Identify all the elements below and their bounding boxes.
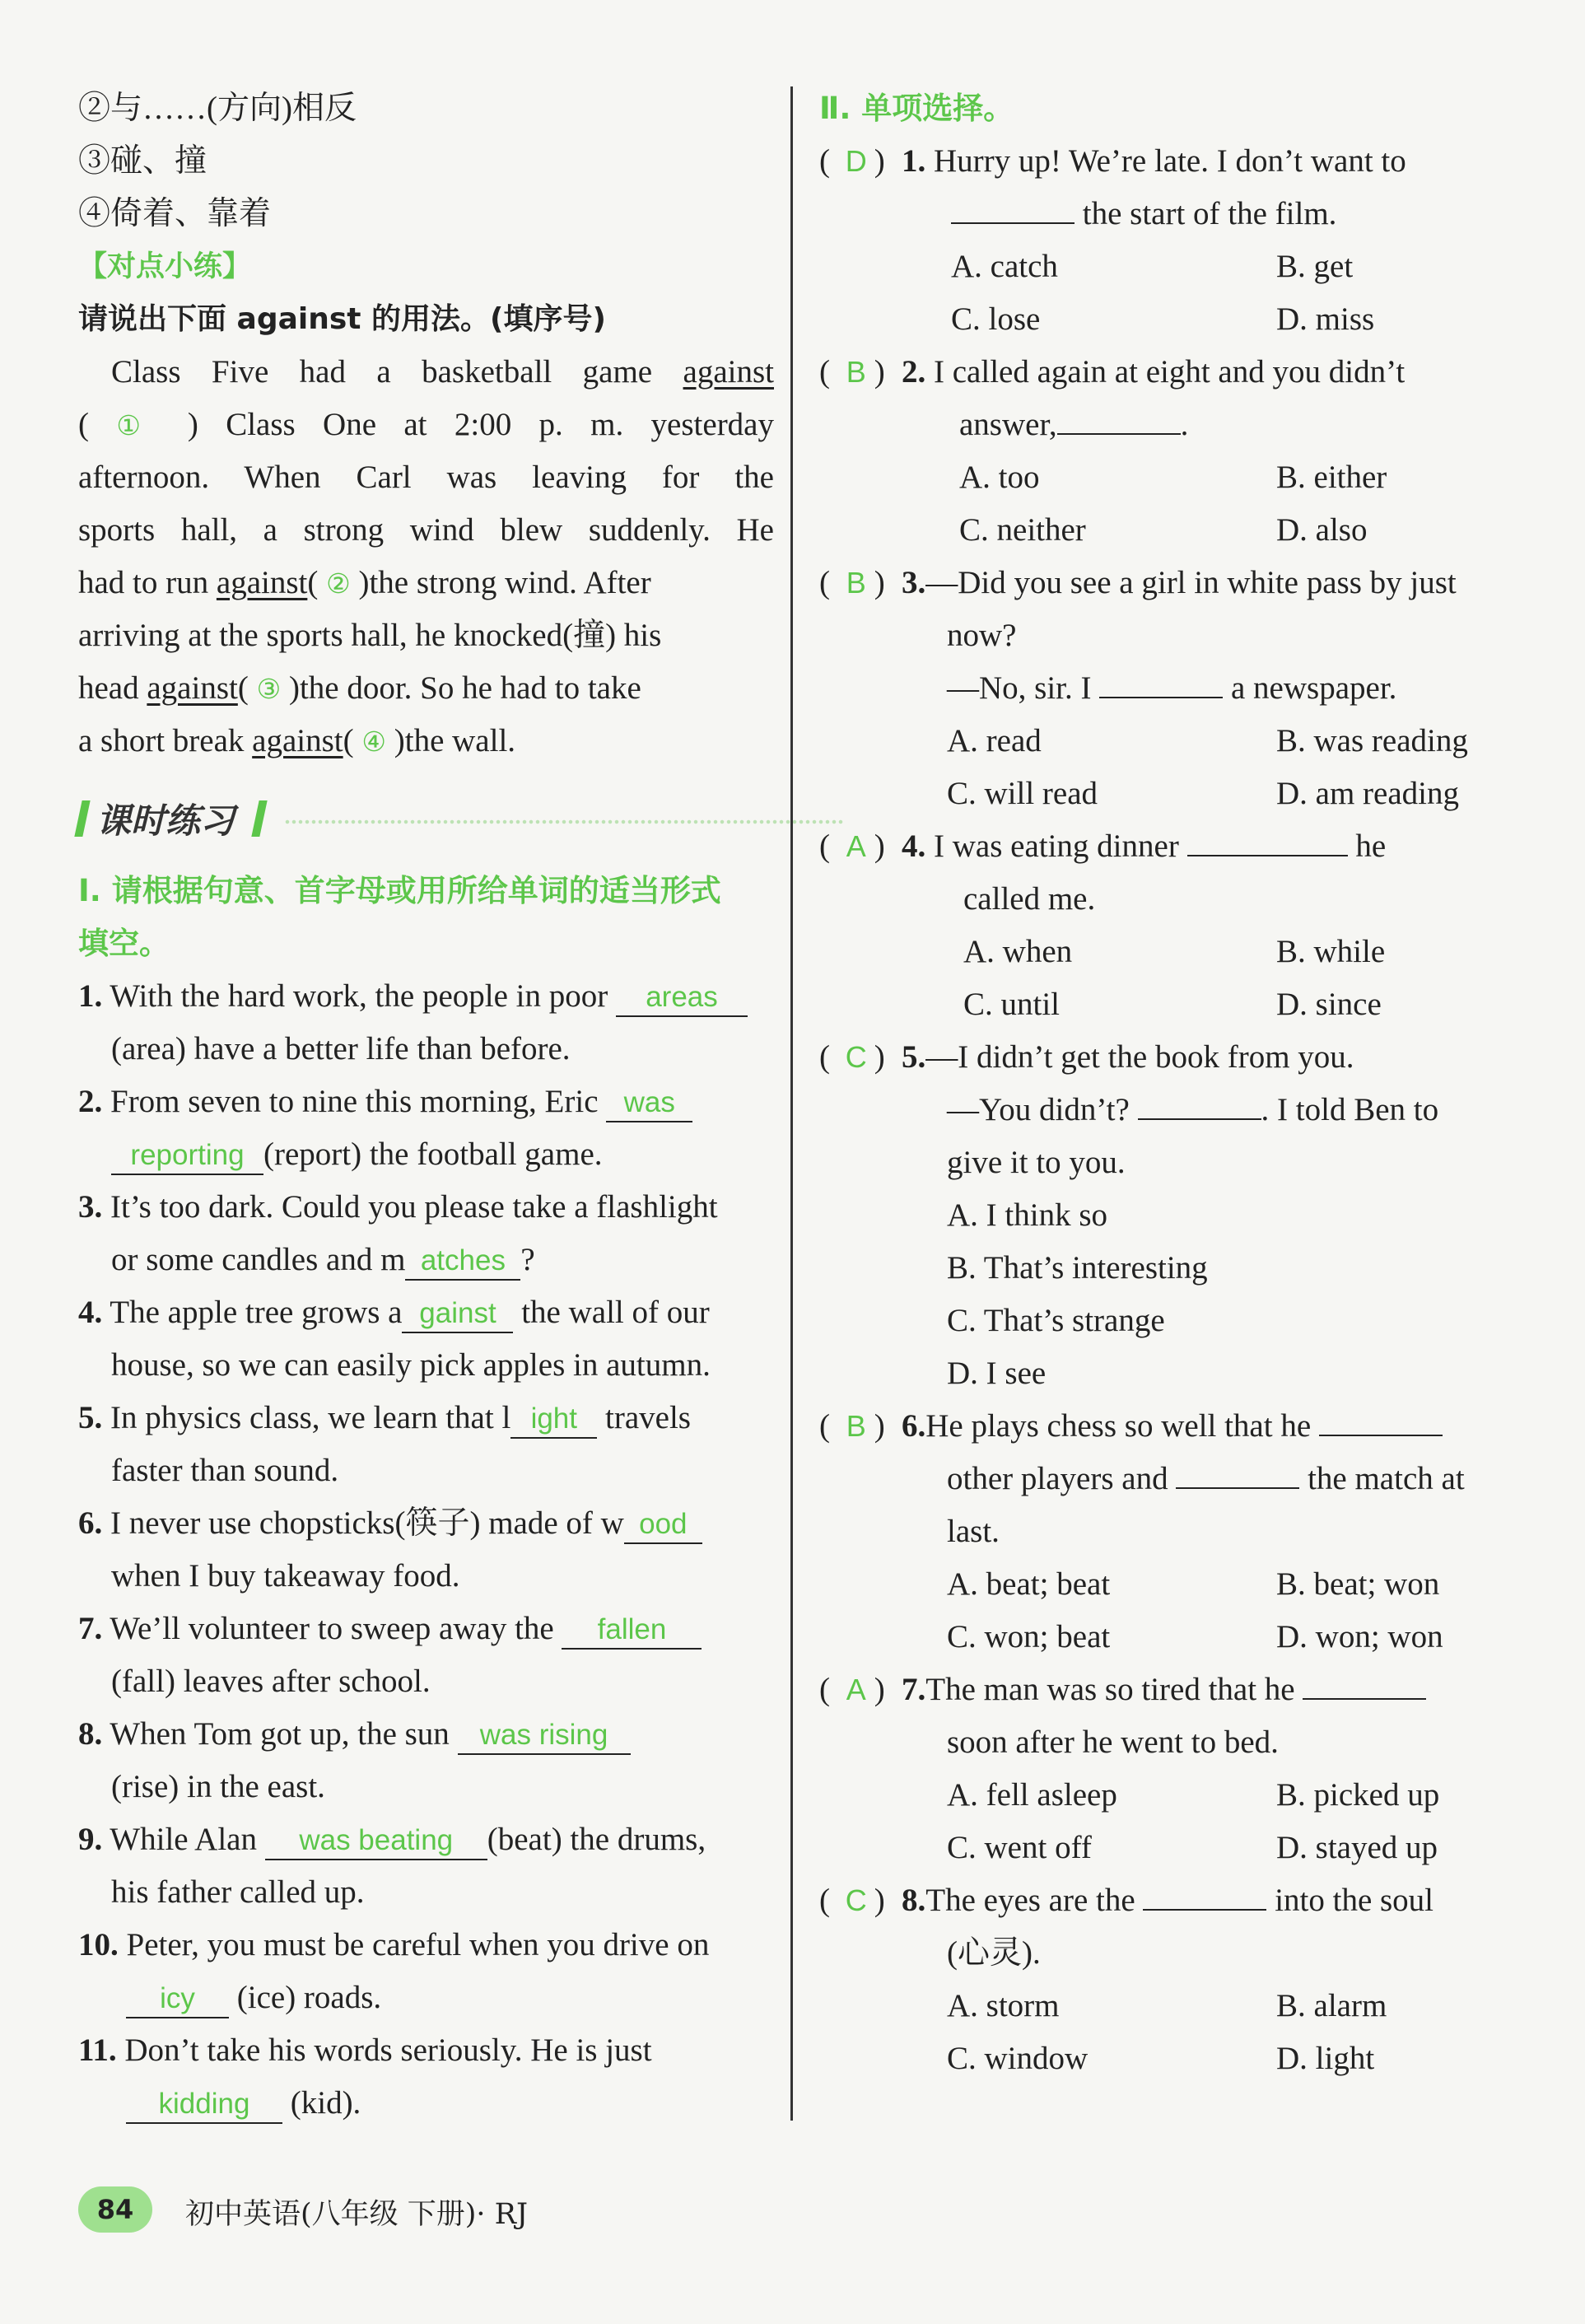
mc-question-3: ( B ) 3.—Did you see a girl in white pass by just [819, 557, 1519, 609]
mc-answer: A [846, 829, 866, 863]
option-a[interactable]: A. read [947, 723, 1042, 758]
fill-item-11-cont: kidding (kid). [78, 2077, 774, 2130]
option-d[interactable]: D. since [1276, 987, 1382, 1022]
mc-question-4: ( A ) 4. I was eating dinner he [819, 820, 1519, 873]
mc-question-7: ( A ) 7.The man was so tired that he [819, 1664, 1519, 1716]
column-divider [790, 86, 793, 2121]
option-c[interactable]: C. neither [959, 512, 1086, 548]
fill-item-4-cont: house, so we can easily pick apples in autumn. [111, 1347, 711, 1383]
mc-question-4-cont: called me. [963, 881, 1096, 917]
section2 [819, 82, 1519, 2085]
answer-circle-2: ② [326, 567, 351, 600]
section1 [78, 865, 774, 2130]
mc-answer: D [845, 144, 867, 178]
mc-answer: B [846, 355, 866, 389]
mc-options-6b [819, 1611, 1519, 1664]
mc-options-4a [819, 926, 1519, 978]
mc-options-7b [819, 1822, 1519, 1874]
mc-question-8-cont: (心灵). [947, 1935, 1041, 1971]
fill-item-5-cont: faster than sound. [111, 1453, 339, 1488]
option-a[interactable]: A. I think so [947, 1197, 1107, 1233]
fill-item-8: 8. When Tom got up, the sun was rising [78, 1708, 774, 1761]
fill-item-3: 3. It’s too dark. Could you please take a flashlight [78, 1189, 718, 1225]
fill-item-3-cont: or some candles and m atches ? [78, 1234, 774, 1286]
fill-item-5: 5. In physics class, we learn that l ight travels [78, 1392, 774, 1444]
option-a[interactable]: A. fell asleep [947, 1777, 1117, 1813]
passage-line-5: had to run against( ② )the strong wind. After [78, 565, 651, 600]
mc-question-1-cont: the start of the film. [819, 188, 1519, 240]
left-column [78, 82, 774, 768]
mc-question-3-cont2: —No, sir. I a newspaper. [947, 670, 1397, 706]
passage-line-4: sports hall, a strong wind blew suddenly. He [78, 512, 774, 548]
answer-blank: was rising [458, 1717, 631, 1755]
mc-answer: A [846, 1673, 866, 1706]
fill-item-4: 4. The apple tree grows a gainst the wall of our [78, 1286, 774, 1339]
fill-item-1: 1. With the hard work, the people in poor areas [78, 970, 774, 1023]
mc-question-6: ( B ) 6.He plays chess so well that he [819, 1400, 1519, 1453]
fill-item-7-cont: (fall) leaves after school. [111, 1664, 431, 1699]
fill-item-9: 9. While Alan was beating (beat) the drums, [78, 1813, 774, 1866]
fill-item-10: 10. Peter, you must be careful when you drive on [78, 1927, 710, 1962]
dotted-rule [284, 819, 844, 825]
option-c[interactable]: C. window [947, 2041, 1089, 2076]
section1-title-line1: Ⅰ. 请根据句意、首字母或用所给单词的适当形式 [78, 873, 721, 908]
heading-bar-icon [74, 800, 90, 837]
option-c[interactable]: C. will read [947, 776, 1098, 811]
passage-line-8: a short break against( ④ )the wall. [78, 723, 516, 758]
mc-question-5: ( C ) 5.—I didn’t get the book from you. [819, 1031, 1519, 1084]
mc-answer: B [846, 1409, 866, 1443]
fill-item-11: 11. Don’t take his words seriously. He is just [78, 2032, 652, 2068]
answer-blank: fallen [562, 1612, 702, 1650]
section-title: 课时练习 [96, 800, 235, 841]
mc-question-6-cont: other players and the match at [947, 1461, 1465, 1496]
mc-question-1: ( D ) 1. Hurry up! We’re late. I don’t want to [819, 135, 1519, 188]
mc-options-6a [819, 1558, 1519, 1611]
mc-options-8b [819, 2032, 1519, 2085]
passage-line-3: afternoon. When Carl was leaving for the [78, 460, 774, 495]
mc-question-5-cont2: give it to you. [947, 1145, 1126, 1180]
mc-options-8a [819, 1980, 1519, 2032]
option-c[interactable]: C. That’s strange [947, 1303, 1165, 1338]
option-c[interactable]: C. went off [947, 1830, 1092, 1865]
meaning-4: ④倚着、靠着 [78, 196, 272, 231]
answer-blank: ood [624, 1506, 702, 1544]
fill-item-6-cont: when I buy takeaway food. [111, 1558, 460, 1594]
mc-question-3-cont: now? [947, 618, 1017, 653]
answer-blank: ight [510, 1401, 597, 1439]
mc-options-1a [819, 240, 1519, 293]
mc-options-2a [819, 451, 1519, 504]
passage-line-2: ( ① ) Class One at 2:00 p. m. yesterday [78, 407, 774, 442]
answer-blank: was beating [265, 1822, 487, 1860]
fill-item-6: 6. I never use chopsticks(筷子) made of w ood [78, 1497, 774, 1550]
mc-options-1b [819, 293, 1519, 346]
mc-question-2: ( B ) 2. I called again at eight and you didn’t [819, 346, 1519, 399]
option-b[interactable]: B. was reading [1276, 723, 1468, 758]
fill-item-9-cont: his father called up. [111, 1874, 365, 1910]
option-d[interactable]: D. light [1276, 2041, 1375, 2076]
mc-question-5-cont: —You didn’t? . I told Ben to [947, 1092, 1439, 1127]
mc-options-7a [819, 1769, 1519, 1822]
fill-item-2: 2. From seven to nine this morning, Eric was [78, 1076, 774, 1128]
mc-question-6-cont2: last. [947, 1514, 1000, 1549]
fill-item-2-cont: reporting (report) the football game. [78, 1128, 774, 1181]
meaning-3: ③碰、撞 [78, 143, 207, 179]
option-a[interactable]: A. too [959, 460, 1040, 495]
mc-options-3a [819, 715, 1519, 768]
mc-options-4b [819, 978, 1519, 1031]
mc-options-2b [819, 504, 1519, 557]
answer-blank: reporting [111, 1137, 263, 1175]
section-heading [78, 791, 774, 845]
mc-answer: B [846, 566, 866, 600]
option-a[interactable]: A. storm [947, 1988, 1060, 2023]
answer-circle-3: ③ [256, 673, 282, 705]
practice-tag: 【对点小练】 [78, 250, 252, 283]
option-a[interactable]: A. when [963, 934, 1073, 969]
option-b[interactable]: B. either [1276, 460, 1387, 495]
answer-blank: was [606, 1085, 692, 1122]
passage-line-7: head against( ③ )the door. So he had to take [78, 670, 641, 706]
option-d[interactable]: D. also [1276, 512, 1368, 548]
option-a[interactable]: A. catch [951, 249, 1058, 284]
mc-answer: C [845, 1883, 867, 1917]
section1-title-line2: 填空。 [78, 926, 170, 961]
answer-blank: areas [616, 979, 748, 1017]
option-d[interactable]: D. won; won [1276, 1619, 1443, 1654]
option-c[interactable]: C. won; beat [947, 1619, 1111, 1654]
mc-answer: C [845, 1040, 867, 1074]
option-b[interactable]: B. beat; won [1276, 1566, 1440, 1602]
option-d[interactable]: D. am reading [1276, 776, 1460, 811]
option-b[interactable]: B. get [1276, 249, 1354, 284]
page-number: 84 [78, 2186, 152, 2233]
meaning-2: ②与……(方向)相反 [78, 91, 357, 126]
section2-title: Ⅱ. 单项选择。 [819, 91, 1014, 126]
option-c[interactable]: C. until [963, 987, 1061, 1022]
option-d[interactable]: D. stayed up [1276, 1830, 1438, 1865]
passage-line-6: arriving at the sports hall, he knocked(撞) his [78, 618, 662, 653]
option-c[interactable]: C. lose [951, 301, 1041, 337]
book-title: 初中英语(八年级 下册)· RJ [185, 2198, 529, 2231]
heading-bar-icon [251, 800, 267, 837]
option-d[interactable]: D. I see [947, 1356, 1047, 1391]
answer-circle-4: ④ [361, 726, 386, 758]
passage-line-1: Class Five had a basketball game against [111, 354, 774, 390]
fill-item-10-cont: icy (ice) roads. [78, 1972, 774, 2024]
option-b[interactable]: B. That’s interesting [947, 1250, 1208, 1286]
option-d[interactable]: D. miss [1276, 301, 1375, 337]
option-a[interactable]: A. beat; beat [947, 1566, 1111, 1602]
answer-blank: gainst [402, 1295, 513, 1333]
practice-instruction: 请说出下面 against 的用法。(填序号) [78, 302, 606, 336]
answer-blank: atches [405, 1243, 520, 1281]
mc-question-2-cont: answer, . [959, 407, 1189, 442]
mc-options-3b [819, 768, 1519, 820]
option-b[interactable]: B. picked up [1276, 1777, 1440, 1813]
mc-question-8: ( C ) 8.The eyes are the into the soul [819, 1874, 1519, 1927]
answer-blank: icy [126, 1981, 229, 2018]
fill-item-8-cont: (rise) in the east. [111, 1769, 325, 1804]
option-b[interactable]: B. while [1276, 934, 1386, 969]
option-b[interactable]: B. alarm [1276, 1988, 1387, 2023]
answer-circle-1: ① [116, 409, 161, 441]
answer-blank: kidding [126, 2086, 282, 2124]
mc-question-7-cont: soon after he went to bed. [947, 1724, 1279, 1760]
fill-item-1-cont: (area) have a better life than before. [111, 1031, 571, 1066]
fill-item-7: 7. We’ll volunteer to sweep away the fallen [78, 1603, 774, 1655]
